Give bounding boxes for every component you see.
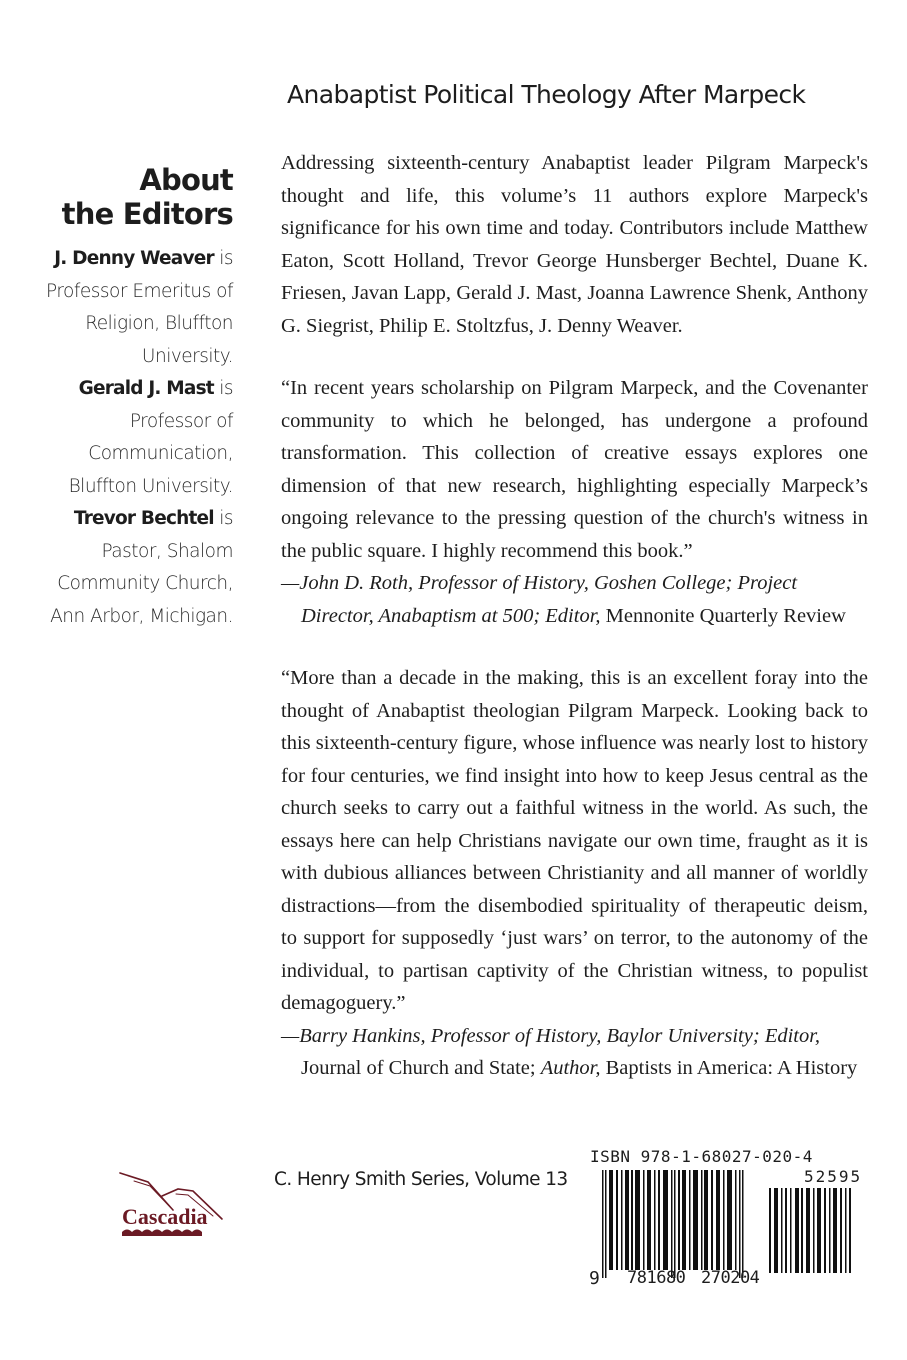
endorsement-quote: “More than a decade in the making, this is an excellent foray into the thought of Anabaptist theologian Pilgram Marpeck. Looking back to this sixteenth-century figure, whose influence was nearly lost to history for four centuries, we find insight into how to keep Jesus central as the church seeks to carry out a faithful witness in the world. As such, the essays here can help Christians navigate our own time, fraught as it is with dubious alliances between Christianity and all manner of worldly distractions—from the disembodied spirituality of therapeutic deism, to support for supposedly ‘just wars’ on terror, to the autonomy of the individual, to partisan captivity of the Christian witness, to populist demagoguery.” [281, 667, 868, 1014]
ean-digits-right: 270204 [701, 1268, 760, 1288]
back-cover-copy [281, 147, 868, 1085]
price-code: 52595 [804, 1167, 863, 1186]
endorsement-attribution: —John D. Roth, Professor of History, Goshen College; Project Director, Anabaptism at 500; Editor, Mennonite Quarterly Review [281, 572, 846, 627]
book-title: Anabaptist Political Theology After Marpeck [287, 80, 806, 109]
endorsement-quote: “In recent years scholarship on Pilgram Marpeck, and the Covenanter community to which he belonged, has undergone a profound transformation. This collection of creative essays explores one dimension of that new research, highlighting especially Marpeck’s ongoing relevance to the pressing question of the church's witness in the public square. I highly recommend this book.” [281, 377, 868, 562]
editor-name: J. Denny Weaver [54, 248, 214, 269]
isbn-number: ISBN 978-1-68027-020-4 [590, 1147, 813, 1166]
endorsement-hankins [281, 662, 868, 1085]
editor-bio-mast: Gerald J. Mast is Professor of Communication, Bluffton University. [68, 378, 233, 497]
cascadia-logo [118, 1172, 233, 1252]
cascadia-bird-icon [118, 1172, 233, 1252]
endorsement-attribution: —Barry Hankins, Professor of History, Baylor University; Editor, Journal of Church and State; Author, Baptists in America: A History [281, 1024, 858, 1079]
book-description: Addressing sixteenth-century Anabaptist leader Pilgram Marpeck's thought and life, this volume’s 11 authors explore Marpeck's significance for his own time and today. Contributors include Matthew Eaton, Scott Holland, Trevor George Hunsberger Bechtel, Duane K. Friesen, Javan Lapp, Gerald J. Mast, Joanna Lawrence Shenk, Anthony G. Siegrist, Philip E. Stoltzfus, J. Denny Weaver. [281, 152, 868, 337]
about-editors-heading: About the Editors [61, 163, 233, 231]
editor-name: Trevor Bechtel [73, 508, 214, 529]
about-editors-sidebar [40, 163, 233, 633]
editor-bio-weaver: J. Denny Weaver is Professor Emeritus of Religion, Bluffton University. [46, 248, 233, 367]
editor-name: Gerald J. Mast [78, 378, 214, 399]
ean-digit-first: 9 [589, 1268, 600, 1289]
svg-text:Cascadia: Cascadia [122, 1204, 208, 1229]
series-label: C. Henry Smith Series, Volume 13 [274, 1169, 568, 1190]
editor-bio-bechtel: Trevor Bechtel is Pastor, Shalom Community Church, Ann Arbor, Michigan. [50, 508, 233, 627]
ean-digits-left: 781680 [627, 1268, 686, 1288]
endorsement-roth [281, 372, 868, 632]
